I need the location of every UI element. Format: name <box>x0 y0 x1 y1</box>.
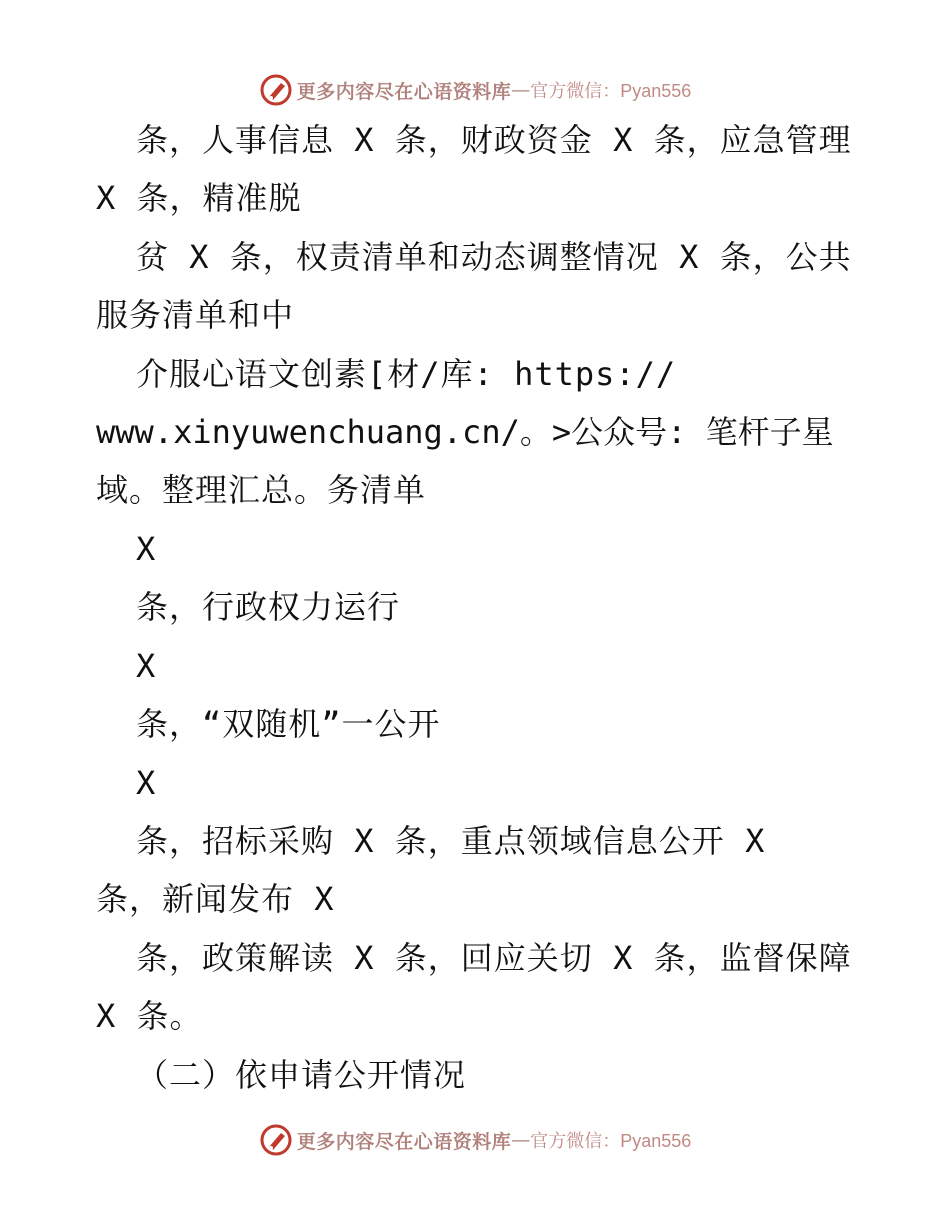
body-line: 贫 X 条，权责清单和动态调整情况 X 条，公共 <box>136 238 852 276</box>
banner-brand-text: 更多内容尽在心语资料库 <box>296 80 512 103</box>
banner-separator: — <box>511 1129 531 1151</box>
body-line: X <box>136 530 157 568</box>
body-line: X <box>136 764 157 802</box>
body-line: X <box>136 647 157 685</box>
section-heading: （二）依申请公开情况 <box>136 1056 467 1094</box>
body-line: 服务清单和中 <box>96 296 295 334</box>
pen-nib-logo-icon <box>259 73 293 107</box>
header-watermark-banner <box>0 70 950 110</box>
body-line: www.xinyuwenchuang.cn/。>公众号: 笔杆子星 <box>96 413 834 451</box>
footer-watermark-banner <box>0 1120 950 1160</box>
banner-brand-text: 更多内容尽在心语资料库 <box>296 1130 512 1153</box>
banner-wechat-text: 官方微信：Pyan556 <box>530 1131 692 1151</box>
body-line: 条，新闻发布 X <box>96 880 335 918</box>
body-line: 条，人事信息 X 条，财政资金 X 条，应急管理 <box>136 121 852 159</box>
body-line: 域。整理汇总。务清单 <box>96 471 427 509</box>
banner-wechat-text: 官方微信：Pyan556 <box>530 81 692 101</box>
body-line: 条，招标采购 X 条，重点领域信息公开 X <box>136 822 766 860</box>
body-line: 条，政策解读 X 条，回应关切 X 条，监督保障 <box>136 939 852 977</box>
pen-nib-logo-icon <box>259 1123 293 1157</box>
body-line: 条，“双随机”一公开 <box>136 705 441 743</box>
body-line: X 条。 <box>96 997 203 1035</box>
banner-separator: — <box>511 79 531 101</box>
body-line: X 条，精准脱 <box>96 179 302 217</box>
body-line: 条，行政权力运行 <box>136 588 401 626</box>
body-line: 介服心语文创素[材/库: https:// <box>136 355 677 393</box>
